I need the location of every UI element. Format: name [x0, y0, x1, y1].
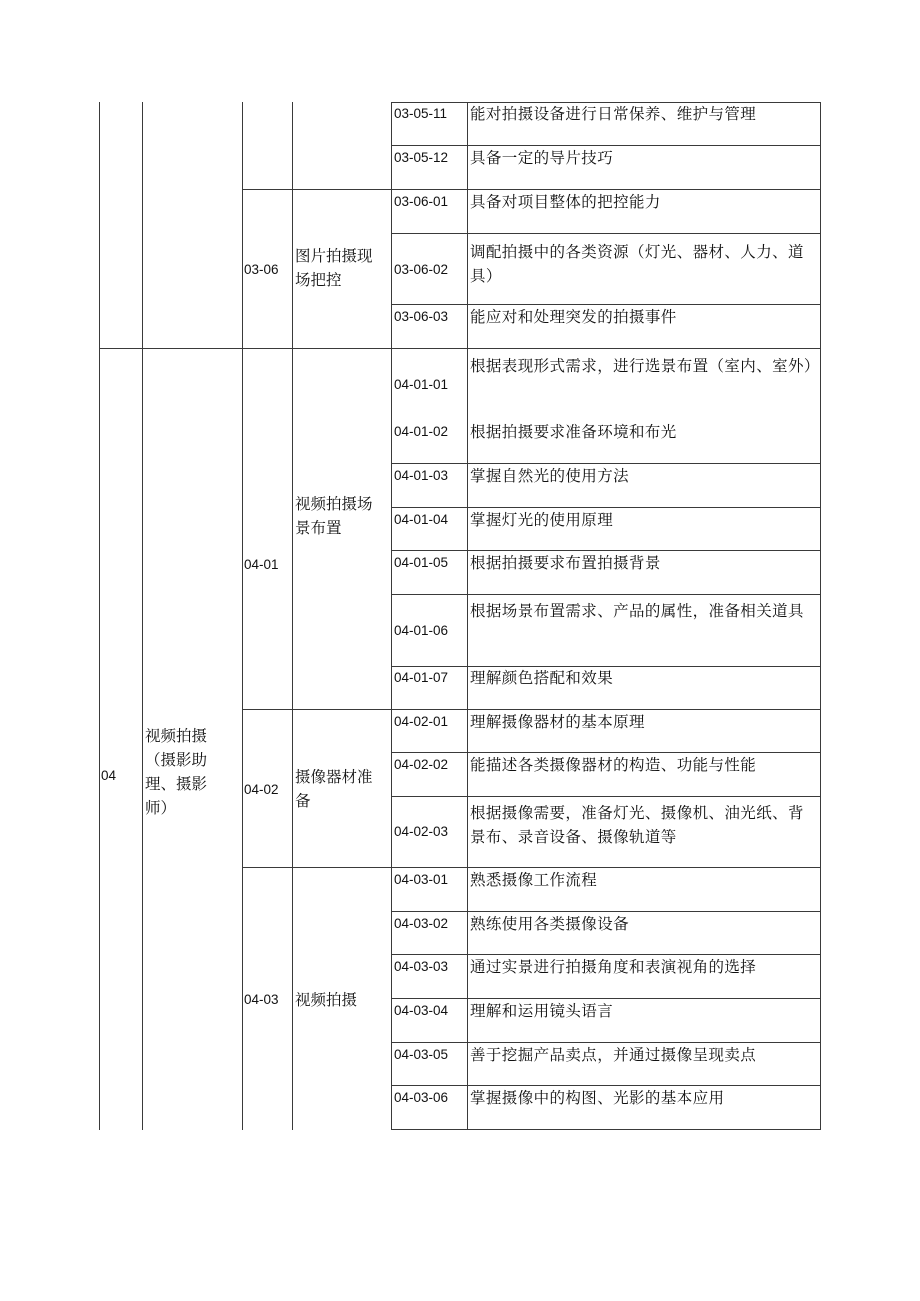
item-desc: 能描述各类摄像器材的构造、功能与性能 — [470, 756, 757, 774]
item-code: 04-02-01 — [394, 714, 449, 729]
item-code: 04-03-03 — [394, 959, 449, 974]
item-code: 03-06-03 — [394, 309, 449, 324]
group-code: 04-03 — [244, 992, 279, 1007]
item-code: 04-03-04 — [394, 1003, 449, 1018]
item-code: 04-01-03 — [394, 468, 449, 483]
section-name-line: （摄影助 — [145, 751, 208, 769]
col-line-7 — [820, 102, 821, 1130]
item-desc: 能对拍摄设备进行日常保养、维护与管理 — [470, 105, 757, 123]
group-code: 04-02 — [244, 782, 279, 797]
group-name-line: 备 — [295, 792, 311, 810]
section-name-line: 师） — [145, 799, 177, 817]
item-desc: 通过实景进行拍摄角度和表演视角的选择 — [470, 958, 757, 976]
col-line-4 — [292, 102, 293, 1130]
item-desc: 理解和运用镜头语言 — [470, 1002, 614, 1020]
item-desc: 熟悉摄像工作流程 — [470, 871, 598, 889]
item-desc: 调配拍摄中的各类资源（灯光、器材、人力、道具） — [470, 243, 804, 285]
item-desc: 理解颜色搭配和效果 — [470, 669, 614, 687]
section-name-line: 视频拍摄 — [145, 727, 208, 745]
item-desc: 善于挖掘产品卖点，并通过摄像呈现卖点 — [470, 1046, 757, 1064]
section-name-line: 理、摄影 — [145, 775, 208, 793]
col-line-2 — [142, 102, 143, 1130]
item-code: 04-03-01 — [394, 872, 449, 887]
item-desc: 能应对和处理突发的拍摄事件 — [470, 308, 677, 326]
section-code: 04 — [101, 768, 117, 783]
col-line-6 — [467, 102, 468, 1130]
item-desc: 掌握灯光的使用原理 — [470, 511, 614, 529]
item-code: 04-01-02 — [394, 424, 449, 439]
col-line-5 — [391, 102, 392, 1130]
group-name-line: 视频拍摄 — [295, 991, 358, 1009]
col-line-1 — [99, 102, 100, 1130]
item-code: 03-06-02 — [394, 262, 449, 277]
item-code: 04-03-05 — [394, 1047, 449, 1062]
group-name — [295, 492, 391, 540]
item-desc: 掌握摄像中的构图、光影的基本应用 — [470, 1089, 725, 1107]
group-name — [295, 765, 391, 813]
item-code: 03-05-12 — [394, 150, 449, 165]
group-name-line: 视频拍摄场 — [295, 495, 373, 513]
row-line — [391, 233, 821, 234]
item-desc: 掌握自然光的使用方法 — [470, 467, 630, 485]
group-name-line: 景布置 — [295, 519, 342, 537]
item-code: 04-01-06 — [394, 623, 449, 638]
item-desc: 根据摄像需要，准备灯光、摄像机、油光纸、背景布、录音设备、摄像轨道等 — [470, 804, 804, 846]
col-line-3 — [242, 102, 243, 1130]
group-name-line: 场把控 — [295, 271, 342, 289]
item-desc: 根据表现形式需求，进行选景布置（室内、室外） — [470, 357, 820, 375]
item-desc: 根据拍摄要求布置拍摄背景 — [470, 554, 661, 572]
item-desc: 根据场景布置需求、产品的属性，准备相关道具 — [470, 602, 804, 620]
item-code: 04-01-01 — [394, 377, 449, 392]
item-desc: 根据拍摄要求准备环境和布光 — [470, 423, 677, 441]
group-name — [295, 988, 391, 1012]
row-line — [391, 796, 821, 797]
section-name — [145, 724, 241, 820]
group-code: 03-06 — [244, 262, 279, 277]
item-code: 04-01-05 — [394, 555, 449, 570]
group-name-line: 图片拍摄现 — [295, 247, 373, 265]
row-line — [391, 1129, 821, 1130]
item-code: 03-05-11 — [394, 106, 448, 121]
item-code: 04-02-03 — [394, 824, 449, 839]
item-code: 03-06-01 — [394, 194, 449, 209]
item-desc: 熟练使用各类摄像设备 — [470, 915, 630, 933]
item-code: 04-02-02 — [394, 757, 449, 772]
group-name-line: 摄像器材准 — [295, 768, 373, 786]
row-line — [391, 594, 821, 595]
item-desc: 具备对项目整体的把控能力 — [470, 193, 661, 211]
item-desc: 理解摄像器材的基本原理 — [470, 713, 645, 731]
group-name — [295, 244, 391, 292]
item-code: 04-01-04 — [394, 512, 449, 527]
section-divider — [99, 348, 821, 349]
item-code: 04-01-07 — [394, 670, 449, 685]
item-code: 04-03-06 — [394, 1090, 449, 1105]
item-code: 04-03-02 — [394, 916, 449, 931]
group-code: 04-01 — [244, 557, 279, 572]
item-desc: 具备一定的导片技巧 — [470, 149, 614, 167]
